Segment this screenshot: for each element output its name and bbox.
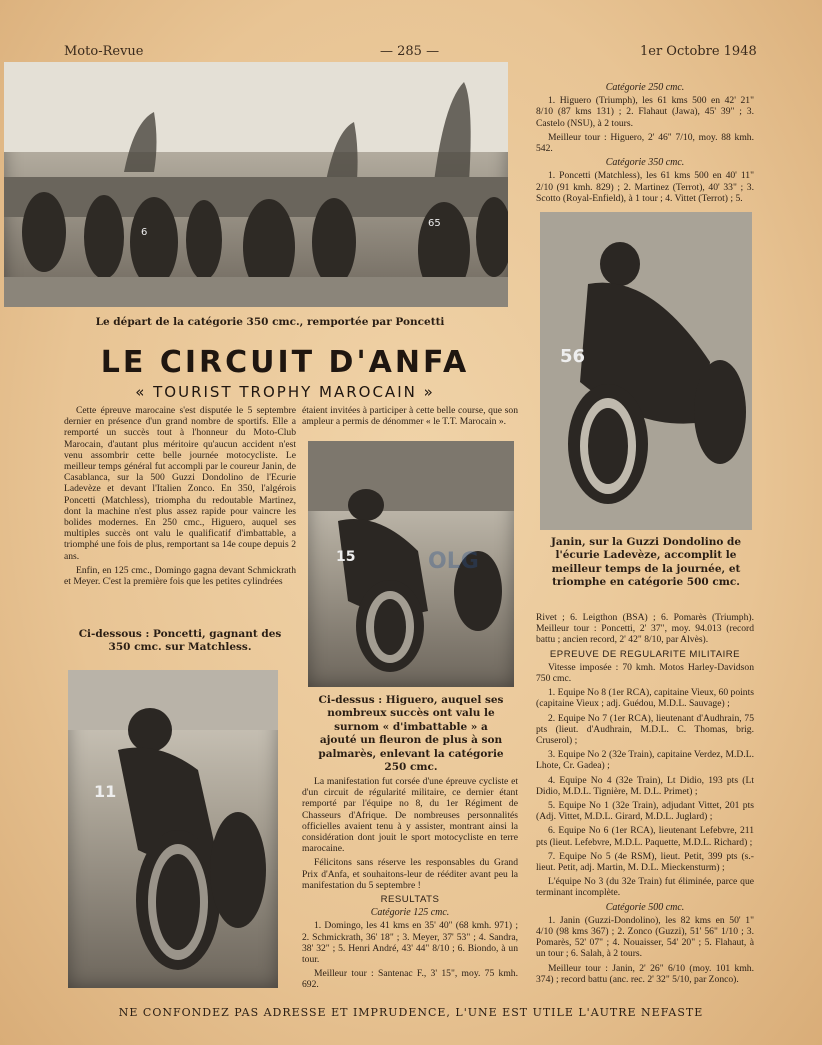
- rider-number-a: 6: [141, 227, 148, 238]
- regularity-item: 2. Equipe No 7 (1er RCA), lieutenant d'Audhrain, 75 pts (lieut. d'Audhrain, M.D.L. C. Thomas, brig. Cruserol) ;: [536, 712, 754, 747]
- start-photo-caption: Le départ de la catégorie 350 cmc., remportée par Poncetti: [95, 316, 445, 328]
- results-col3-bottom: [536, 612, 754, 988]
- article-body-col1: [64, 405, 296, 590]
- footer-slogan: NE CONFONDEZ PAS ADRESSE ET IMPRUDENCE, L'UNE EST UTILE L'AUTRE NEFASTE: [118, 1006, 704, 1019]
- paragraph: La manifestation fut corsée d'une épreuve cycliste et d'un circuit de régularité militaire, ce dernier étant remporté par l'équipe no 8, du 1er Régiment de Chasseurs d'Afrique. De nombreuses personnalités officielles avaient tenu à y assister, montrant ainsi la considération dont jouit le sport motocycliste en terre marocaine.: [302, 776, 518, 855]
- regularity-item: 5. Equipe No 1 (32e Train), adjudant Vittet, 201 pts (Adj. Vittet, M.D.L. Girard, M.D.L. Juglard) ;: [536, 800, 754, 823]
- results-heading: RESULTATS: [380, 894, 440, 906]
- higuero-photo: [308, 441, 514, 687]
- paragraph: Félicitons sans réserve les responsables du Grand Prix d'Anfa, et souhaitons-leur de rééditer avant peu la manifestation du 5 septembre !: [302, 857, 518, 891]
- page-number: — 285 —: [380, 44, 440, 59]
- paragraph: Cette épreuve marocaine s'est disputée le 5 septembre dernier en présence d'un grand nombre de sportifs. Elle a remporté un succès tout à l'honneur du Moto-Club Marocain, d'autant plus méritoire qu'aucun accident n'est venu assombrir cette belle journée motocycliste. Le meilleur temps général fut accompli par le coureur Janin, de Casablanca, sur la 500 Guzzi Dondolino de l'Ecurie Ladevèze et devant l'Italien Zonco. En 350, l'algérois Poncetti (Matchless), triompha du redoutable Martinez, dont la machine n'est plus assez rapide pour vaincre les bolides modernes. En 250 cmc., Higuero, auquel ses multiples succès ont valu le qualificatif d'imbattable, a triomphé une fois de plus, remportant sa 14e coupe depuis 2 ans.: [64, 405, 296, 562]
- paragraph: étaient invitées à participer à cette belle course, que son ampleur a permis de dénommer « le T.T. Marocain ».: [302, 405, 518, 428]
- cat125-results: 1. Domingo, les 41 kms en 35' 40" (68 kmh. 971) ; 2. Schmickrath, 36' 18" ; 3. Meyer, 37' 53" ; 4. Sandra, 38' 32" ; 5. Henri André, 43' 44" 8/10 ; 6. Biondo, à un tour.: [302, 920, 518, 966]
- higuero-number: 15: [336, 549, 356, 565]
- cat250-best-lap: Meilleur tour : Higuero, 2' 46" 7/10, moy. 88 kmh. 542.: [536, 131, 754, 155]
- article-subtitle: « TOURIST TROPHY MAROCAIN »: [135, 383, 435, 401]
- article-body-col2: [302, 776, 518, 994]
- rider-number-b: 65: [428, 218, 441, 229]
- cat350-heading: Catégorie 350 cmc.: [605, 157, 685, 169]
- article-title: LE CIRCUIT D'ANFA: [100, 345, 470, 380]
- regularity-item: 7. Equipe No 5 (4e RSM), lieut. Petit, 399 pts (s.-lieut. Petit, adj. Martin, M. D.L. Mieckensturm) ;: [536, 850, 754, 874]
- regularity-item: 4. Equipe No 4 (32e Train), Lt Didio, 193 pts (Lt Didio, M.D.L. Tignière, M. D.L. Primet) ;: [536, 774, 754, 797]
- cat350-continued: Rivet ; 6. Leigthon (BSA) ; 6. Pomarès (Triumph). Meilleur tour : Poncetti, 2' 37", moy. 94.013 (record battu ; ancien record, 2' 42" 8/10, par Alvès).: [536, 612, 754, 646]
- cat500-best-lap: Meilleur tour : Janin, 2' 26" 6/10 (moy. 101 kmh. 374) ; record battu (anc. rec. 2' 32" 5/10, par Zonco).: [536, 962, 754, 985]
- paragraph: Enfin, en 125 cmc., Domingo gagna devant Schmickrath et Meyer. C'est la première fois que les petites cylindrées: [64, 564, 296, 588]
- janin-caption: Janin, sur la Guzzi Dondolino de l'écurie Ladevèze, accomplit le meilleur temps de la journée, et triomphe en catégorie 500 cmc.: [550, 536, 742, 589]
- higuero-caption: Ci-dessus : Higuero, auquel ses nombreux succès ont valu le surnom « d'imbattable » a ajouté un fleuron de plus à son palmarès, enlevant la catégorie 250 cmc.: [318, 694, 504, 774]
- cat500-results: 1. Janin (Guzzi-Dondolino), les 82 kms en 50' 1" 4/10 (98 kms 367) ; 2. Zonco (Guzzi), 51' 56" 1/10 ; 3. Pomarès, 52' 07" ; 4. Nouaisser, 54' 20" ; 5. Flahaut, à un tour ; 6. Salah, à 2 tours.: [536, 914, 754, 960]
- poncetti-number: 11: [94, 782, 117, 801]
- regularity-item: L'équipe No 3 (du 32e Train) fut éliminée, parce que terminant incomplète.: [536, 876, 754, 899]
- regularity-intro: Vitesse imposée : 70 kmh. Motos Harley-Davidson 750 cmc.: [536, 661, 754, 685]
- results-col3-top: [536, 80, 754, 207]
- article-body-col2-top: [302, 405, 518, 430]
- cat250-results: 1. Higuero (Triumph), les 61 kms 500 en 42' 21" 8/10 (87 kms 131) ; 2. Flahaut (Jawa), 45' 39" ; 3. Castelo (NSU), à 2 tours.: [536, 95, 754, 129]
- regularity-item: 1. Equipe No 8 (1er RCA), capitaine Vieux, 60 points (capitaine Vieux ; adj. Guédou, M.D.L. Sauvage) ;: [536, 687, 755, 710]
- cat500-heading: Catégorie 500 cmc.: [605, 901, 685, 913]
- regularity-item: 3. Equipe No 2 (32e Train), capitaine Verdez, M.D.L. Lhote, Cr. Gadea) ;: [536, 749, 754, 772]
- janin-photo: [540, 212, 752, 530]
- poncetti-caption: Ci-dessous : Poncetti, gagnant des 350 cmc. sur Matchless.: [78, 628, 282, 654]
- regularity-item: 6. Equipe No 6 (1er RCA), lieutenant Lefebvre, 211 pts (lieut. Lefebvre, M.D.L. Paquette, M.D.L. Richard) ;: [536, 825, 754, 848]
- watermark: OLG: [428, 549, 479, 574]
- cat250-heading: Catégorie 250 cmc.: [605, 82, 685, 93]
- cat125-best-lap: Meilleur tour : Santenac F., 3' 15", moy. 75 kmh. 692.: [302, 968, 518, 991]
- janin-number: 56: [560, 346, 586, 367]
- issue-date: 1er Octobre 1948: [640, 44, 757, 59]
- regularity-heading: EPREUVE DE REGULARITE MILITAIRE: [549, 648, 741, 660]
- cat350-results: 1. Poncetti (Matchless), les 61 kms 500 en 40' 11" 2/10 (91 kmh. 829) ; 2. Martinez (Terrot), 40' 33" ; 3. Scotto (Royal-Enfield), à 1 tour ; 4. Vittet (Terrot) ; 5.: [536, 170, 754, 204]
- start-photo: [4, 62, 508, 307]
- poncetti-photo: [68, 670, 278, 988]
- magazine-name: Moto-Revue: [64, 44, 144, 59]
- cat125-heading: Catégorie 125 cmc.: [370, 907, 450, 919]
